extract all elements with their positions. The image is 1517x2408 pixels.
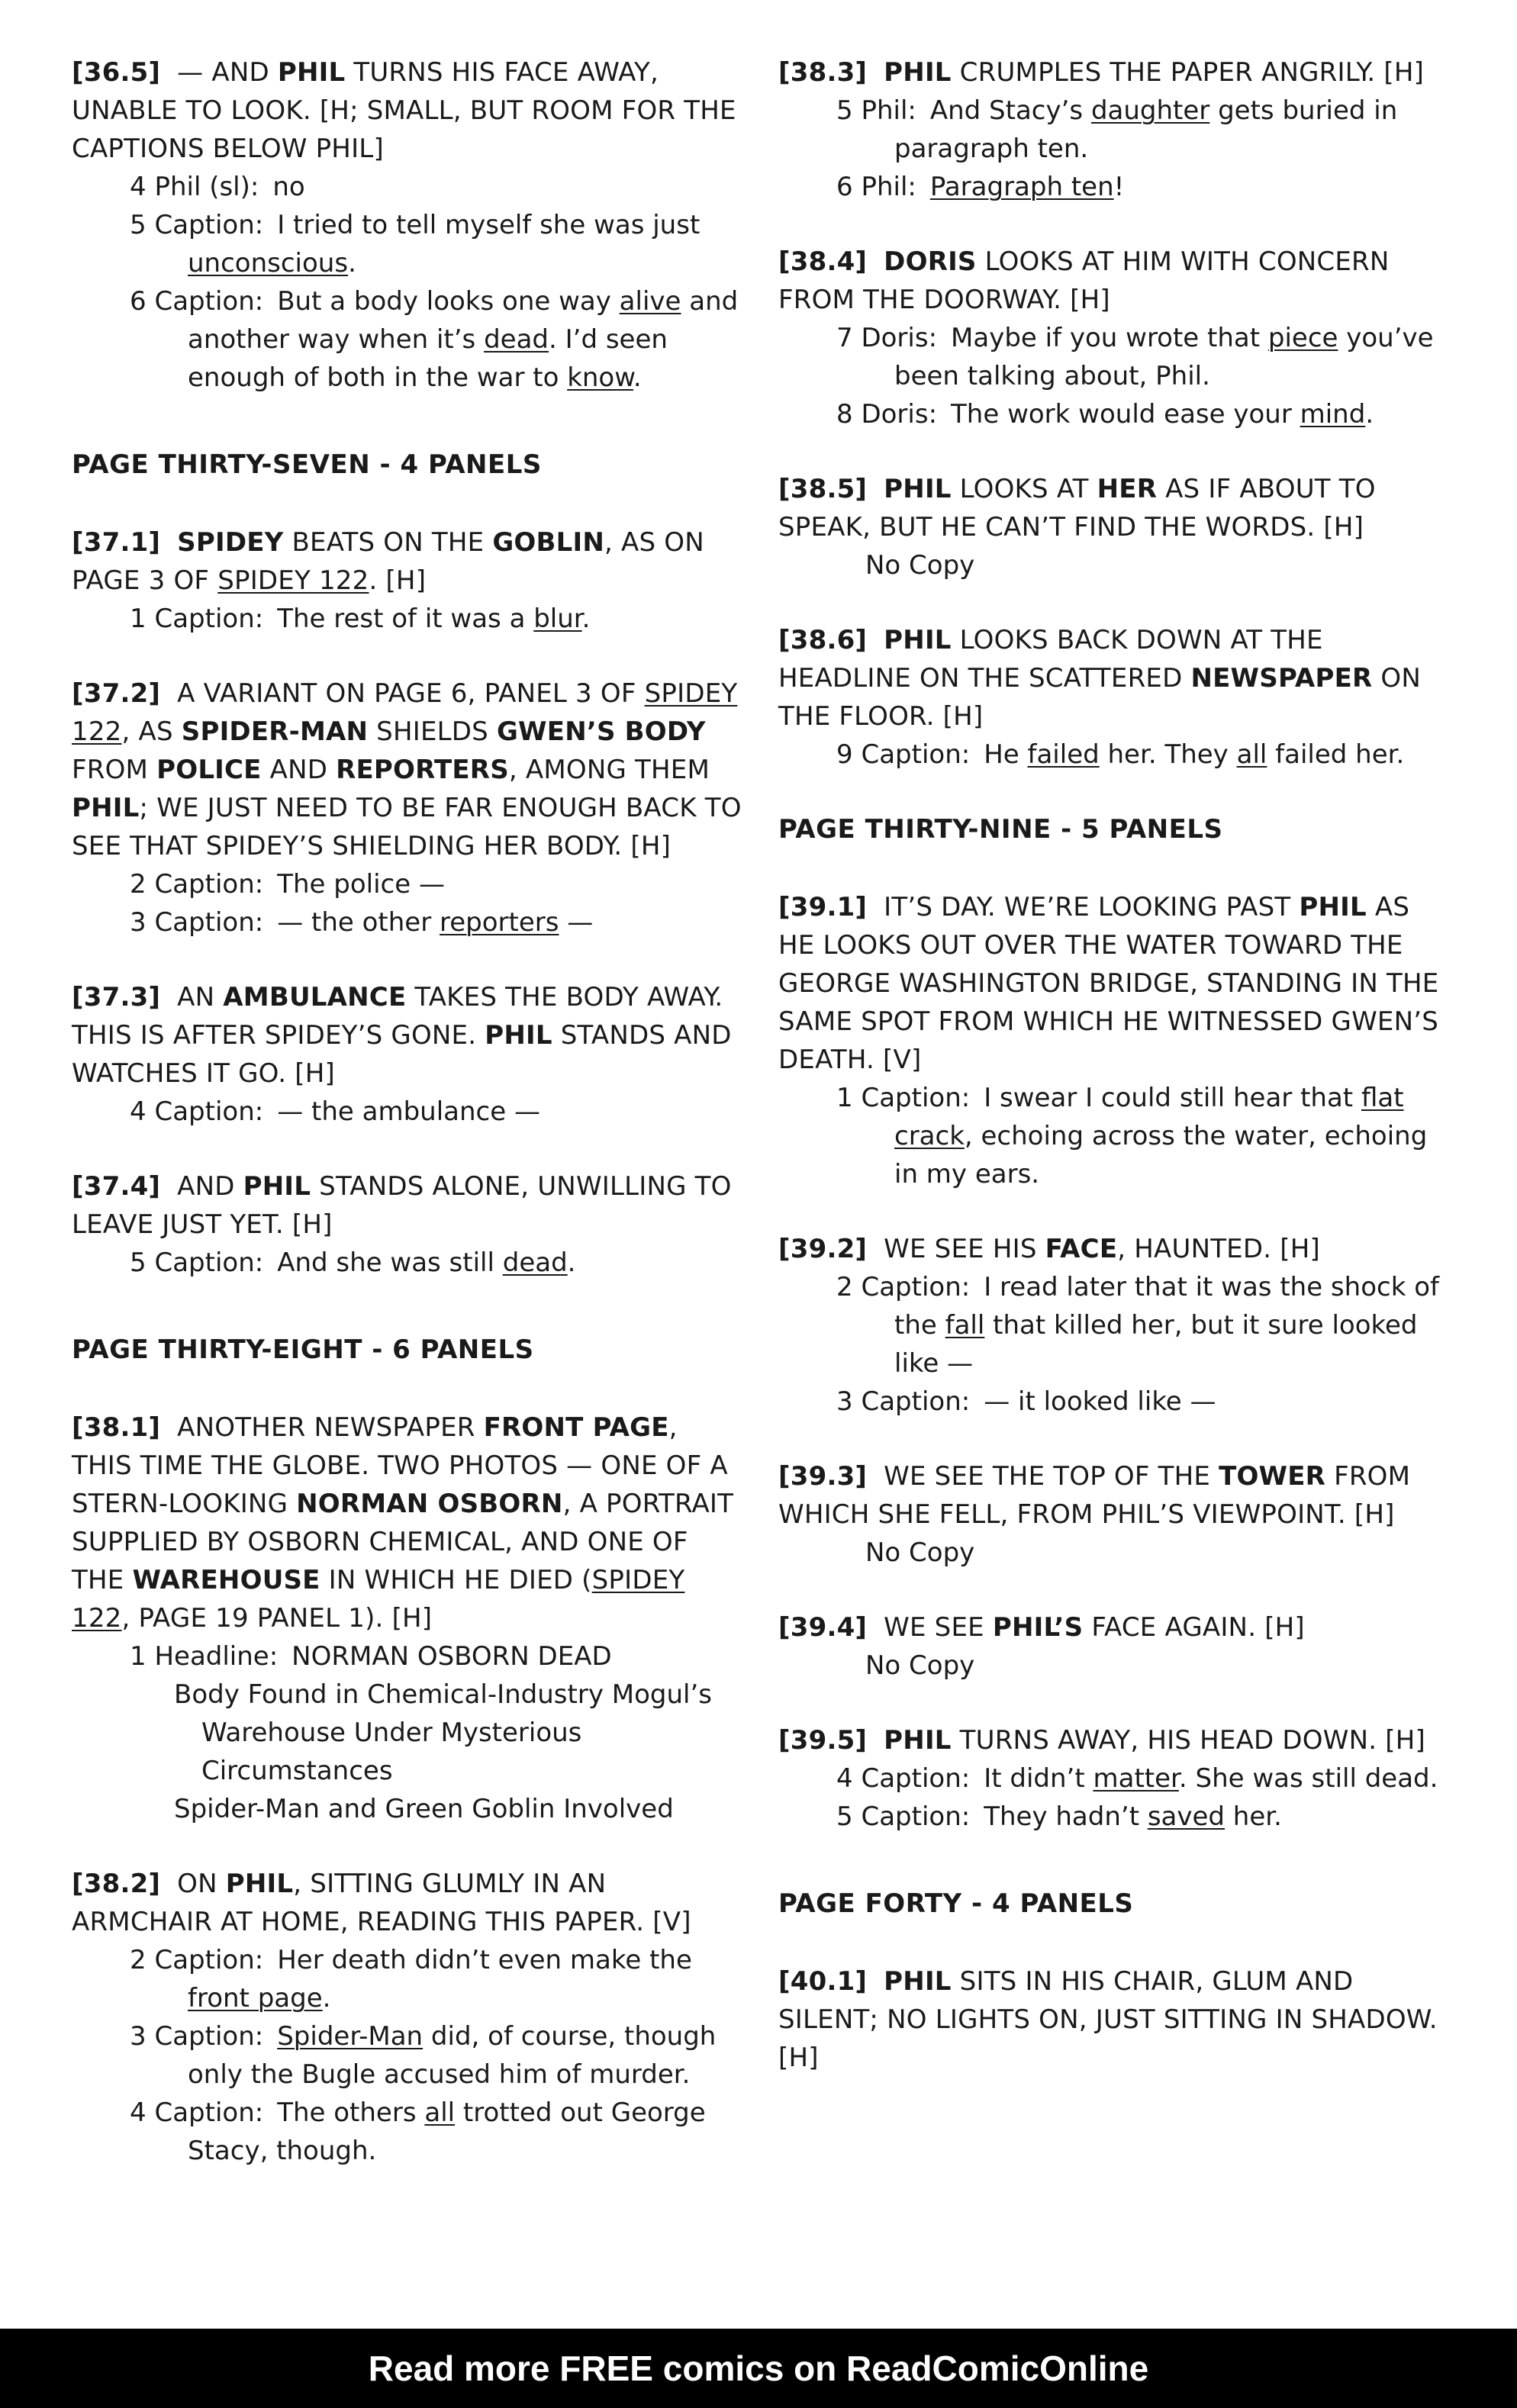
panel-direction: [38.1] ANOTHER NEWSPAPER FRONT PAGE, THIS TIME THE GLOBE. TWO PHOTOS — ONE OF A STERN-LOOKING NORMAN OSBORN, A PORTRAIT SUPPLIED BY OSBORN CHEMICAL, AND ONE OF THE WAREHOUSE IN WHICH HE DIED (SPIDEY 122, PAGE 19 PANEL 1). [H] <box>72 1412 734 1634</box>
panel-37-1 <box>72 523 743 638</box>
panel-direction: [39.4] WE SEE PHIL’S FACE AGAIN. [H] <box>778 1612 1305 1643</box>
panel-37-3 <box>72 978 743 1131</box>
panel-direction: [39.1] IT’S DAY. WE’RE LOOKING PAST PHIL AS HE LOOKS OUT OVER THE WATER TOWARD THE GEORGE WASHINGTON BRIDGE, STANDING IN THE SAME SPOT FROM WHICH HE WITNESSED GWEN’S DEATH. [V] <box>778 892 1439 1075</box>
dialogue-line: 1 Caption: The rest of it was a blur. <box>130 604 591 634</box>
panel-37-2 <box>72 674 743 942</box>
panel-39-2 <box>778 1230 1450 1421</box>
dialogue-line: 4 Caption: — the ambulance — <box>130 1096 540 1127</box>
dialogue-line: 8 Doris: The work would ease your mind. <box>836 399 1374 430</box>
dialogue-line: 6 Caption: But a body looks one way alive and another way when it’s dead. I’d seen enough of both in the war to know. <box>130 286 739 393</box>
no-copy-note: No Copy <box>865 1537 975 1568</box>
panel-38-4 <box>778 243 1450 433</box>
panel-38-3 <box>778 53 1450 206</box>
panel-38-1 <box>72 1408 743 1828</box>
page-heading: PAGE THIRTY-NINE - 5 PANELS <box>778 814 1223 845</box>
dialogue-line: 5 Phil: And Stacy’s daughter gets buried in paragraph ten. <box>836 95 1398 164</box>
headline-subline: Body Found in Chemical-Industry Mogul’s Warehouse Under Mysterious Circumstances <box>174 1679 712 1786</box>
page-heading: PAGE FORTY - 4 PANELS <box>778 1888 1134 1919</box>
dialogue-line: 2 Caption: Her death didn’t even make the front page. <box>130 1945 692 2014</box>
panel-direction: [39.5] PHIL TURNS AWAY, HIS HEAD DOWN. [H] <box>778 1725 1425 1756</box>
headline-subline: Spider-Man and Green Goblin Involved <box>174 1794 674 1824</box>
promo-banner[interactable]: Read more FREE comics on ReadComicOnline <box>0 2329 1517 2408</box>
panel-direction: [37.2] A VARIANT ON PAGE 6, PANEL 3 OF SPIDEY 122, AS SPIDER-MAN SHIELDS GWEN’S BODY FROM POLICE AND REPORTERS, AMONG THEM PHIL; WE JUST NEED TO BE FAR ENOUGH BACK TO SEE THAT SPIDEY’S SHIELDING HER BODY. [H] <box>72 678 742 861</box>
panel-37-4 <box>72 1167 743 1282</box>
dialogue-line: 4 Caption: It didn’t matter. She was still dead. <box>836 1763 1438 1794</box>
right-column <box>778 53 1450 2113</box>
dialogue-line: 2 Caption: The police — <box>130 869 445 900</box>
panel-direction: [38.5] PHIL LOOKS AT HER AS IF ABOUT TO SPEAK, BUT HE CAN’T FIND THE WORDS. [H] <box>778 474 1376 542</box>
dialogue-line: 5 Caption: I tried to tell myself she was just unconscious. <box>130 210 701 278</box>
panel-direction: [39.2] WE SEE HIS FACE, HAUNTED. [H] <box>778 1234 1320 1264</box>
no-copy-note: No Copy <box>865 1650 975 1681</box>
panel-38-6 <box>778 621 1450 774</box>
dialogue-line: 9 Caption: He failed her. They all failed her. <box>836 739 1405 770</box>
panel-direction: [39.3] WE SEE THE TOP OF THE TOWER FROM WHICH SHE FELL, FROM PHIL’S VIEWPOINT. [H] <box>778 1461 1411 1530</box>
page-heading: PAGE THIRTY-EIGHT - 6 PANELS <box>72 1334 534 1365</box>
headline-line: 1 Headline: NORMAN OSBORN DEAD <box>130 1641 612 1672</box>
panel-39-4 <box>778 1608 1450 1685</box>
panel-39-1 <box>778 888 1450 1193</box>
dialogue-line: 4 Caption: The others all trotted out George Stacy, though. <box>130 2097 706 2166</box>
page-heading: PAGE THIRTY-SEVEN - 4 PANELS <box>72 449 542 480</box>
panel-direction: [36.5] — AND PHIL TURNS HIS FACE AWAY, UNABLE TO LOOK. [H; SMALL, BUT ROOM FOR THE CAPTIONS BELOW PHIL] <box>72 57 736 164</box>
panel-38-5 <box>778 470 1450 584</box>
panel-38-2 <box>72 1865 743 2170</box>
dialogue-line: 4 Phil (sl): no <box>130 172 305 202</box>
panel-36-5 <box>72 53 743 397</box>
panel-direction: [38.3] PHIL CRUMPLES THE PAPER ANGRILY. [H] <box>778 57 1425 88</box>
panel-39-5 <box>778 1721 1450 1836</box>
panel-direction: [38.4] DORIS LOOKS AT HIM WITH CONCERN FROM THE DOORWAY. [H] <box>778 246 1390 315</box>
panel-direction: [38.6] PHIL LOOKS BACK DOWN AT THE HEADLINE ON THE SCATTERED NEWSPAPER ON THE FLOOR. [H] <box>778 625 1421 732</box>
dialogue-line: 6 Phil: Paragraph ten! <box>836 172 1125 202</box>
dialogue-line: 3 Caption: Spider-Man did, of course, though only the Bugle accused him of murder. <box>130 2021 717 2090</box>
dialogue-line: 7 Doris: Maybe if you wrote that piece you’ve been talking about, Phil. <box>836 323 1434 391</box>
no-copy-note: No Copy <box>865 550 975 581</box>
dialogue-line: 5 Caption: And she was still dead. <box>130 1247 576 1278</box>
panel-direction: [40.1] PHIL SITS IN HIS CHAIR, GLUM AND SILENT; NO LIGHTS ON, JUST SITTING IN SHADOW. [H] <box>778 1966 1438 2073</box>
panel-direction: [37.4] AND PHIL STANDS ALONE, UNWILLING TO LEAVE JUST YET. [H] <box>72 1171 732 1240</box>
panel-39-3 <box>778 1457 1450 1572</box>
panel-40-1 <box>778 1962 1450 2077</box>
dialogue-line: 1 Caption: I swear I could still hear that flat crack, echoing across the water, echoing in my ears. <box>836 1083 1428 1190</box>
dialogue-line: 3 Caption: — it looked like — <box>836 1386 1216 1417</box>
dialogue-line: 5 Caption: They hadn’t saved her. <box>836 1801 1282 1832</box>
panel-direction: [38.2] ON PHIL, SITTING GLUMLY IN AN ARMCHAIR AT HOME, READING THIS PAPER. [V] <box>72 1869 691 1937</box>
dialogue-line: 2 Caption: I read later that it was the shock of the fall that killed her, but it sure looked like — <box>836 1272 1439 1379</box>
left-column <box>72 53 743 2207</box>
panel-direction: [37.3] AN AMBULANCE TAKES THE BODY AWAY. THIS IS AFTER SPIDEY’S GONE. PHIL STANDS AND WATCHES IT GO. [H] <box>72 982 732 1089</box>
panel-direction: [37.1] SPIDEY BEATS ON THE GOBLIN, AS ON PAGE 3 OF SPIDEY 122. [H] <box>72 527 704 596</box>
dialogue-line: 3 Caption: — the other reporters — <box>130 907 594 938</box>
